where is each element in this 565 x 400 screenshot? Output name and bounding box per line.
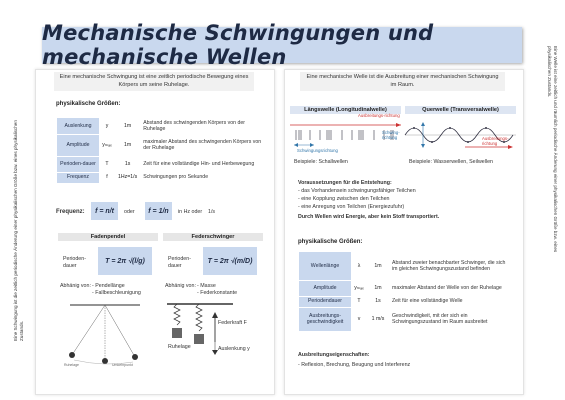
quantity-description: maximaler Abstand der Welle von der Ruhelage xyxy=(389,280,515,296)
quantity-unit: 1m xyxy=(115,134,140,156)
spring-depends-label: Abhänig von: xyxy=(165,283,196,289)
longitudinal-example: Beispiele: Schallwellen xyxy=(294,159,348,165)
quantity-description: Geschwindigkeit, mit der sich ein Schwingungszustand im Raum ausbreitet xyxy=(389,307,515,331)
condition-item: - das Vorhandensein schwingungsfähiger Teilchen xyxy=(298,188,416,194)
frequency-unit-fraction: 1/s xyxy=(208,209,216,215)
quantity-name: Auslenkung xyxy=(57,118,99,134)
quantity-symbol: y xyxy=(99,118,115,134)
side-note-right: Eine Welle ist eine zeitlich und räumlich periodische Änderung einer physikalischen Größe bzw. eines physikalischen Zustands. xyxy=(547,46,558,253)
spring-label-displacement: Auslenkung y xyxy=(218,346,250,352)
condition-item: - eine Kopplung zwischen den Teilchen xyxy=(298,196,390,202)
quantity-unit: 1 m/s xyxy=(367,307,389,331)
spring-depends-1: - Masse xyxy=(197,283,216,289)
frequency-formula-1: f = n/t xyxy=(91,202,118,220)
spring-depends-2: - Federkonstante xyxy=(197,290,238,296)
quantity-description: Abstand des schwingenden Körpers von der Ruhelage xyxy=(140,118,267,134)
side-note-left: Eine Schwingung ist die zeitlich periodische Änderung einer physikalischen Größe bzw. eines physikalischen Zustands. xyxy=(13,120,24,341)
quantity-unit: 1s xyxy=(367,296,389,307)
quantity-name: Ausbreitungs-geschwindigkeit xyxy=(299,307,351,331)
page-title: Mechanische Schwingungen und mechanische Wellen xyxy=(42,21,434,69)
properties-heading: Ausbreitungseigenschaften: xyxy=(298,352,370,358)
wave-quantities-table xyxy=(299,252,515,332)
quantity-name: Wellenlänge xyxy=(299,252,351,280)
transverse-arrow-oscillation: Schwing-richtung xyxy=(382,130,400,140)
table-row xyxy=(299,280,515,296)
quantity-symbol: f xyxy=(99,172,115,183)
quantity-symbol: T xyxy=(99,156,115,172)
quantity-description: maximaler Abstand des schwingenden Körpers von der Ruhelage xyxy=(140,134,267,156)
wave-definition: Eine mechanische Welle ist die Ausbreitung einer mechanischen Schwingung im Raum. xyxy=(300,72,505,91)
quantity-unit: 1Hz=1/s xyxy=(115,172,140,183)
properties-list: - Reflexion, Brechung, Beugung und Interferenz xyxy=(298,362,411,368)
transverse-example: Beispiele: Wasserwellen, Seilwellen xyxy=(409,159,494,165)
quantity-description: Zeit für eine vollständige Welle xyxy=(389,296,515,307)
quantity-symbol: yₘₐₓ xyxy=(99,134,115,156)
quantity-name: Perioden-dauer xyxy=(57,156,99,172)
table-row xyxy=(299,307,515,331)
pendulum-period-label: Perioden-dauer xyxy=(63,256,86,269)
quantity-unit: 1s xyxy=(115,156,140,172)
pendulum-depends-2: - Fallbeschleunigung xyxy=(92,290,141,296)
energy-note: Durch Wellen wird Energie, aber kein Stoff transportiert. xyxy=(298,214,440,220)
quantity-description: Zeit für eine vollständige Hin- und Herbewegung xyxy=(140,156,267,172)
longitudinal-arrow-oscillation: Schwingungsrichtung xyxy=(297,148,338,153)
frequency-formula-2: f = 1/n xyxy=(145,202,172,220)
quantity-name: Amplitude xyxy=(57,134,99,156)
left-quantities-heading: physikalische Größen: xyxy=(56,101,121,107)
frequency-or-1: oder xyxy=(124,209,135,215)
table-row xyxy=(57,134,267,156)
table-row xyxy=(57,172,267,183)
longitudinal-heading: Längswelle (Longitudinalwelle) xyxy=(290,106,401,114)
pendulum-depends-label: Abhänig von: xyxy=(60,283,91,289)
pendulum-heading: Fadenpendel xyxy=(58,233,158,241)
quantity-name: Frequenz xyxy=(57,172,99,183)
frequency-label: Frequenz: xyxy=(56,209,85,215)
right-quantities-heading: physikalische Größen: xyxy=(298,239,363,245)
spring-label-rest: Ruhelage xyxy=(168,344,191,350)
table-row xyxy=(299,296,515,307)
frequency-unit-note: in Hz oder xyxy=(178,209,203,215)
spring-formula: T = 2π √(m/D) xyxy=(203,247,257,275)
quantity-symbol: yₘₐₓ xyxy=(351,280,367,296)
spring-label-force: Federkraft F xyxy=(218,320,247,326)
quantity-name: Amplitude xyxy=(299,280,351,296)
pendulum-illustration xyxy=(60,303,155,365)
quantity-description: Abstand zweier benachbarter Schwinger, die sich im gleichen Schwingungszustand befinden xyxy=(389,252,515,280)
quantity-description: Schwingungen pro Sekunde xyxy=(140,172,267,183)
quantity-unit: 1m xyxy=(115,118,140,134)
longitudinal-arrow-propagation: Ausbreitungs-richtung xyxy=(358,113,400,118)
oscillation-definition: Eine mechanische Schwingung ist eine zeitlich periodische Bewegung eines Körpers um seine Ruhelage. xyxy=(54,72,254,91)
table-row xyxy=(299,252,515,280)
spring-period-label: Perioden-dauer xyxy=(168,256,191,269)
quantity-name: Periodendauer xyxy=(299,296,351,307)
title-banner xyxy=(42,21,522,69)
table-row xyxy=(57,156,267,172)
quantity-unit: 1m xyxy=(367,280,389,296)
transverse-arrow-propagation: Ausbreitungs-richtung xyxy=(482,136,509,146)
transverse-wave-diagram xyxy=(405,117,516,153)
quantity-unit: 1m xyxy=(367,252,389,280)
table-row xyxy=(57,118,267,134)
spring-heading: Federschwinger xyxy=(163,233,263,241)
pendulum-formula: T = 2π √(l/g) xyxy=(98,247,152,275)
oscillation-quantities-table xyxy=(57,118,267,184)
quantity-symbol: v xyxy=(351,307,367,331)
pendulum-label-rest: Ruhelage xyxy=(64,363,79,367)
pendulum-label-turning: Umkehrpunkt xyxy=(112,363,133,367)
transverse-heading: Querwelle (Transversalwelle) xyxy=(405,106,516,114)
quantity-symbol: T xyxy=(351,296,367,307)
pendulum-depends-1: - Pendellänge xyxy=(92,283,125,289)
quantity-symbol: λ xyxy=(351,252,367,280)
condition-item: - eine Anregung von Teilchen (Energiezufuhr) xyxy=(298,204,405,210)
conditions-heading: Voraussetzungen für die Entstehung: xyxy=(298,180,392,186)
